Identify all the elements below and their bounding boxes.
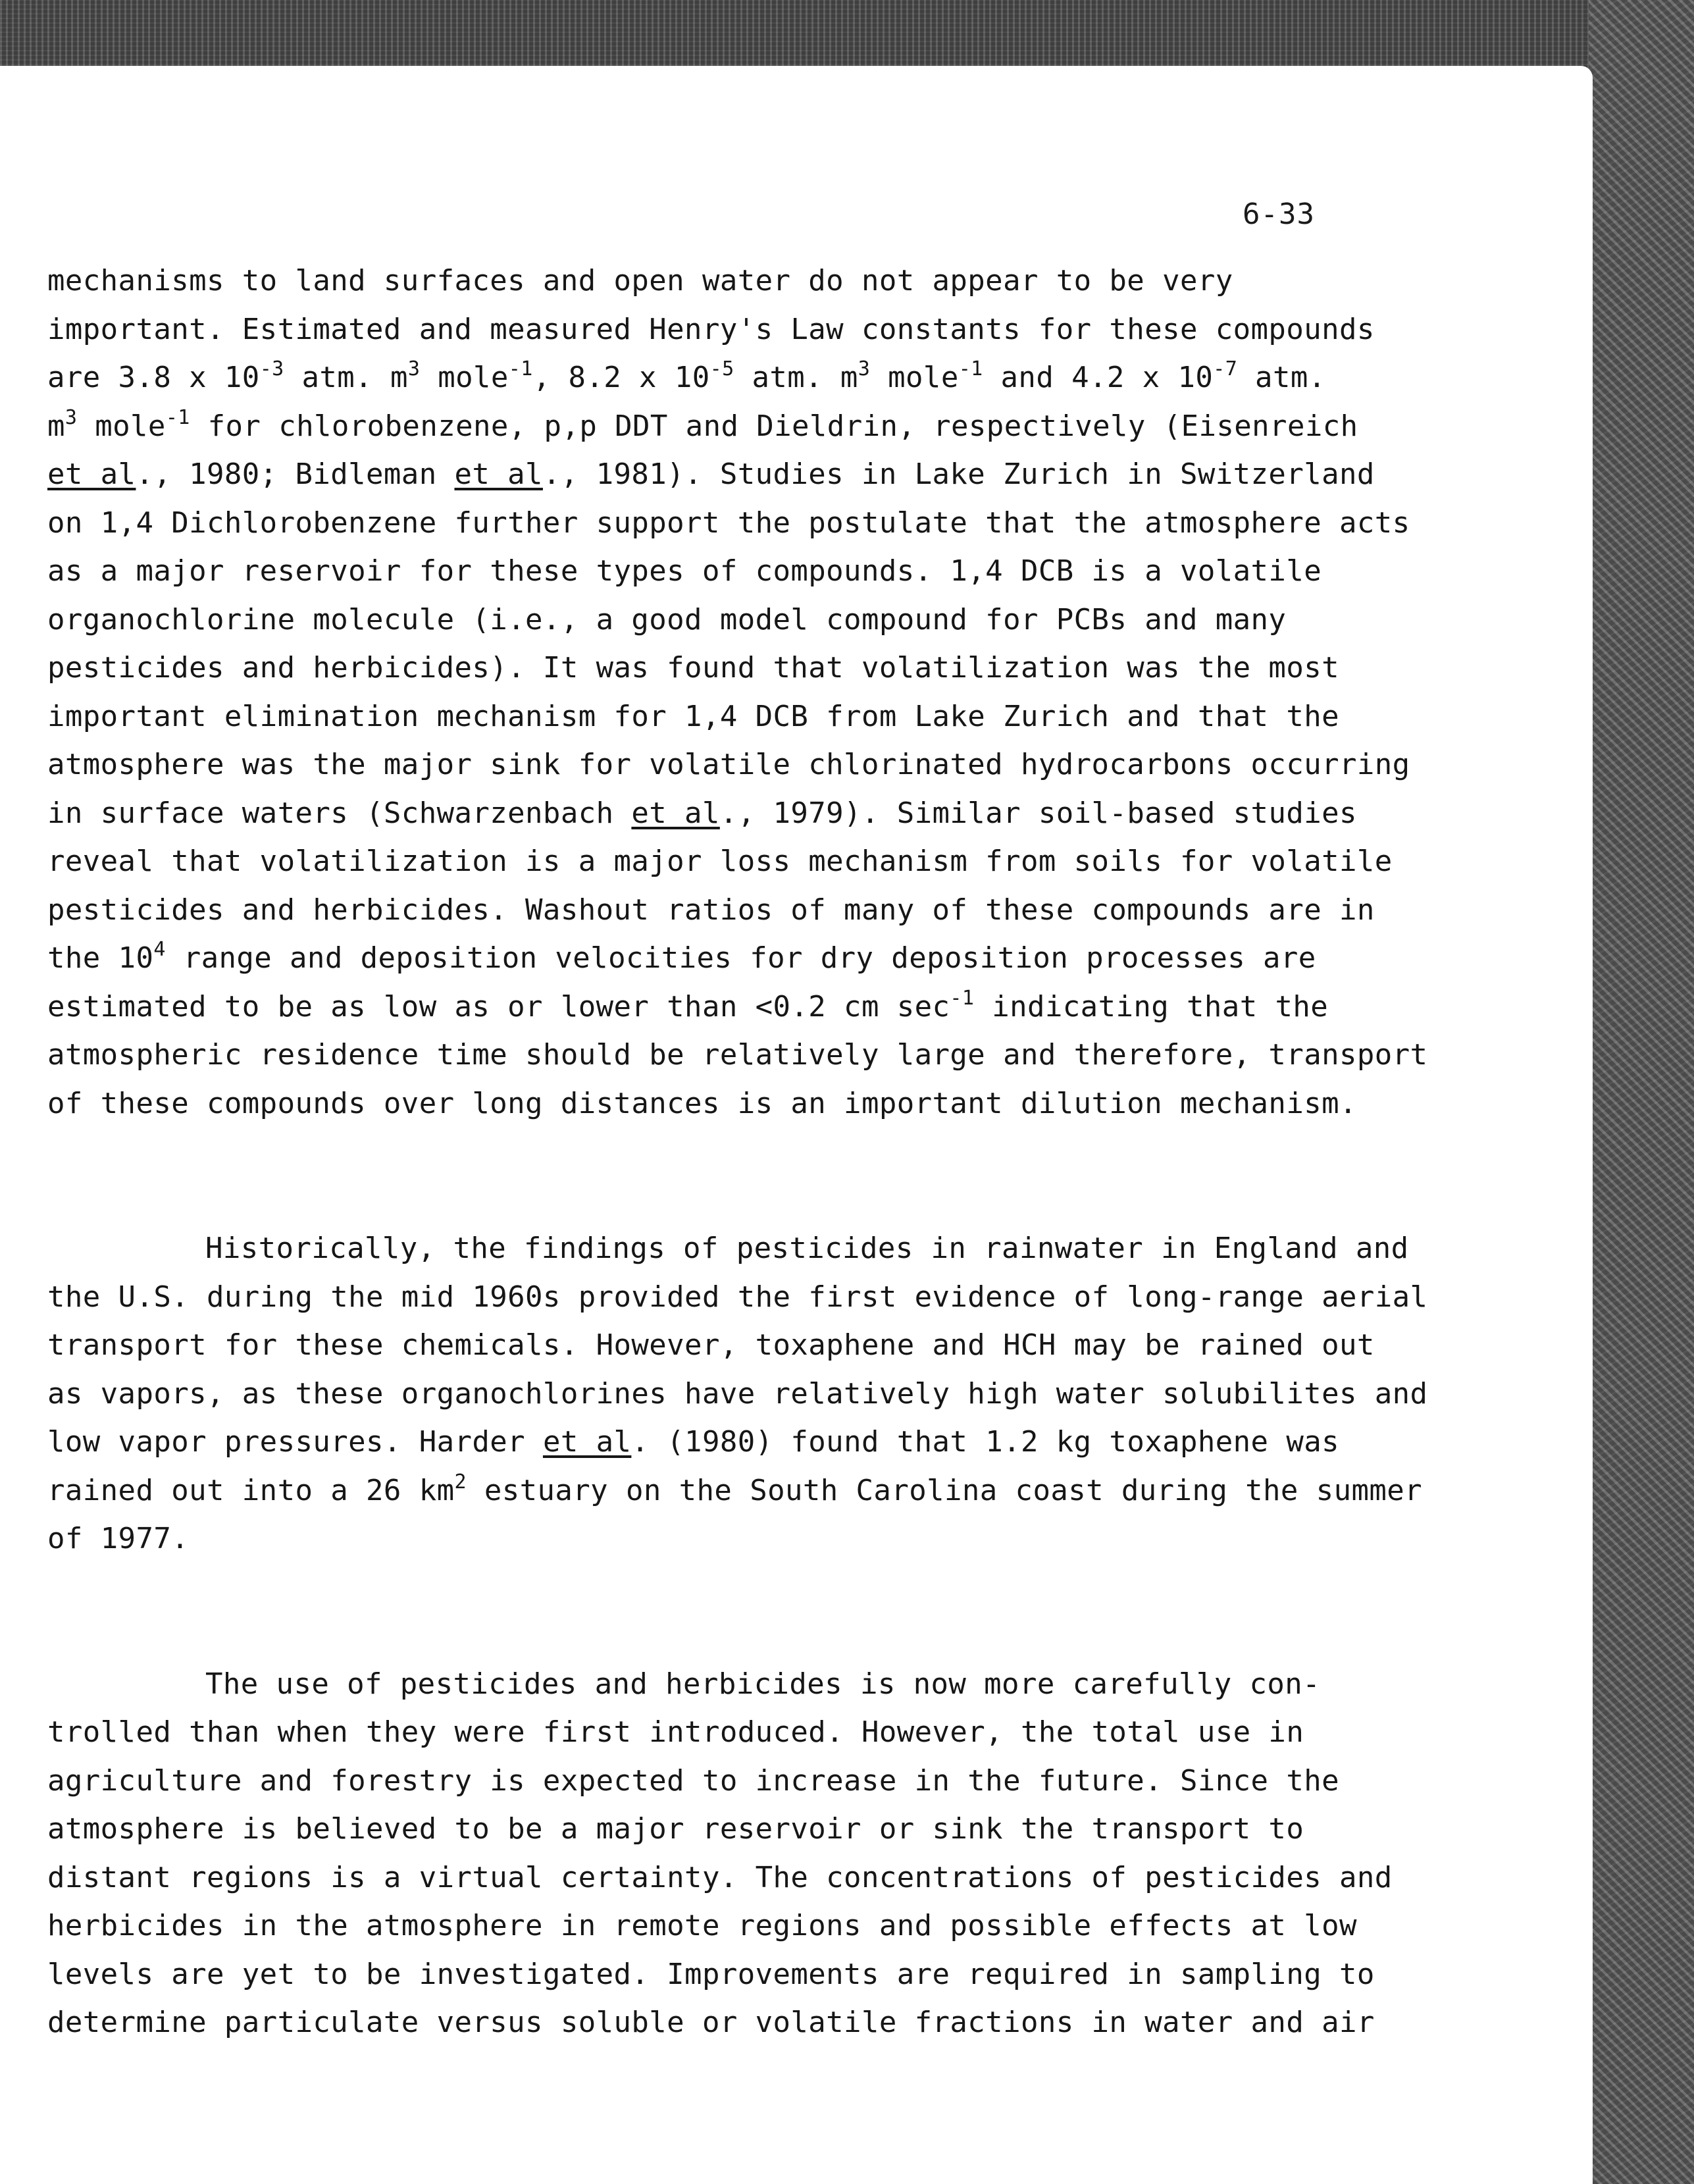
text-run: pesticides and herbicides). It was found that volatilization was the most (47, 651, 1339, 685)
text-line (47, 596, 1331, 644)
paragraph-2 (47, 1224, 1428, 1563)
text-run: as vapors, as these organochlorines have relatively high water solubilites and (47, 1376, 1428, 1411)
superscript: 3 (407, 357, 421, 380)
text-run: indicating that the (974, 989, 1329, 1024)
text-line (47, 1660, 1331, 1709)
text-line (47, 983, 1331, 1031)
superscript: -1 (508, 357, 533, 380)
text-line (47, 1902, 1357, 1950)
text-line (47, 305, 1375, 354)
text-line (47, 353, 1331, 402)
text-run: of these compounds over long distances is an important dilution mechanism. (47, 1086, 1357, 1120)
superscript: 4 (153, 938, 166, 961)
text-run: on 1,4 Dichlorobenzene further support the postulate that the atmosphere acts (47, 506, 1410, 540)
paragraph-gap (47, 1563, 1331, 1660)
text-line (47, 1224, 1409, 1273)
text-run: the U.S. during the mid 1960s provided the first evidence of long-range aerial (47, 1280, 1428, 1314)
text-run: the 10 (47, 941, 154, 975)
text-line (47, 1031, 1428, 1079)
text-run: organochlorine molecule (i.e., a good model compound for PCBs and many (47, 602, 1287, 637)
text-run: of 1977. (47, 1522, 190, 1555)
superscript: 2 (454, 1470, 467, 1494)
text-run: transport for these chemicals. However, toxaphene and HCH may be rained out (47, 1328, 1375, 1362)
text-run: mole (77, 409, 166, 443)
text-run: atm. m (284, 361, 408, 394)
text-run: are 3.8 x 10 (47, 361, 260, 394)
text-run: reveal that volatilization is a major loss mechanism from soils for volatile (47, 845, 1393, 878)
body-text (47, 257, 1428, 2047)
text-run: low vapor pressures. Harder (47, 1425, 543, 1459)
text-run: Historically, the findings of pesticides in rainwater in England and (205, 1232, 1409, 1265)
text-run: in surface waters (Schwarzenbach (47, 796, 632, 830)
text-line (47, 257, 1331, 305)
paragraph-1 (47, 257, 1428, 1128)
text-line (47, 1805, 1331, 1854)
text-run: mechanisms to land surfaces and open water do not appear to be very (47, 264, 1233, 298)
text-run: ., 1980; Bidleman (136, 457, 455, 491)
text-run: important elimination mechanism for 1,4 DCB from Lake Zurich and that the (47, 699, 1339, 733)
text-run: atmosphere was the major sink for volatile chlorinated hydrocarbons occurring (47, 748, 1410, 781)
text-line (47, 402, 1358, 451)
text-run: for chlorobenzene, p,p DDT and Dieldrin, respectively (Eisenreich (190, 409, 1358, 443)
scan-border-right (1589, 0, 1694, 2184)
text-line (47, 1515, 1331, 1563)
text-run: agriculture and forestry is expected to increase in the future. Since the (47, 1763, 1339, 1798)
text-run: atm. (1237, 361, 1326, 394)
text-run: mole (870, 361, 959, 394)
page-number: 6-33 (1243, 197, 1315, 231)
text-line (47, 1757, 1339, 1806)
superscript: -1 (958, 357, 983, 380)
text-line (47, 1998, 1375, 2047)
text-run: m (47, 409, 65, 443)
superscript: -3 (259, 357, 284, 380)
text-line (47, 934, 1331, 983)
text-run: pesticides and herbicides. Washout ratios of many of these compounds are in (47, 893, 1375, 927)
text-line (47, 837, 1393, 886)
underlined-citation: et al (47, 457, 136, 491)
superscript: -7 (1213, 357, 1238, 380)
superscript: 3 (64, 405, 78, 429)
paragraph-3 (47, 1660, 1393, 2047)
text-run: , 8.2 x 10 (532, 361, 710, 394)
text-run: rained out into a 26 km (47, 1473, 455, 1507)
superscript: -1 (950, 986, 975, 1010)
text-run: herbicides in the atmosphere in remote regions and possible effects at low (47, 1909, 1357, 1942)
text-run: atmospheric residence time should be relatively large and therefore, transport (47, 1038, 1428, 1072)
text-line (47, 1467, 1423, 1515)
paragraph-gap (47, 1128, 1331, 1224)
text-line (47, 1079, 1357, 1128)
superscript: -1 (165, 405, 190, 429)
superscript: -5 (709, 357, 734, 380)
text-line (47, 547, 1331, 596)
text-run: distant regions is a virtual certainty. The concentrations of pesticides and (47, 1860, 1393, 1894)
text-run: ., 1981). Studies in Lake Zurich in Switzerland (542, 457, 1375, 491)
text-line (47, 886, 1375, 935)
text-run: atm. m (734, 361, 858, 394)
text-run: atmosphere is believed to be a major reservoir or sink the transport to (47, 1812, 1304, 1846)
text-line (47, 1708, 1331, 1757)
text-line (47, 1370, 1428, 1418)
text-run: estimated to be as low as or lower than <0.2 cm sec (47, 989, 950, 1024)
text-run: The use of pesticides and herbicides is now more carefully con- (205, 1667, 1321, 1701)
text-run: estuary on the South Carolina coast during the summer (466, 1473, 1423, 1507)
text-line (47, 1418, 1339, 1467)
underlined-citation: et al (542, 1425, 632, 1459)
text-line (47, 1321, 1375, 1370)
text-run: levels are yet to be investigated. Improvements are required in sampling to (47, 1957, 1375, 1991)
text-run: determine particulate versus soluble or volatile fractions in water and air (47, 2006, 1375, 2039)
underlined-citation: et al (631, 796, 720, 830)
text-line (47, 741, 1410, 789)
text-line (47, 1854, 1393, 1902)
text-line (47, 499, 1410, 548)
text-line (47, 1950, 1375, 1999)
text-run: range and deposition velocities for dry deposition processes are (165, 941, 1316, 975)
text-run: trolled than when they were first introduced. However, the total use in (47, 1715, 1304, 1749)
text-line (47, 692, 1339, 741)
text-line (47, 450, 1375, 499)
text-run: as a major reservoir for these types of compounds. 1,4 DCB is a volatile (47, 554, 1322, 588)
text-run: ., 1979). Similar soil-based studies (719, 796, 1357, 830)
text-line (47, 789, 1357, 838)
text-line (47, 1273, 1428, 1322)
text-run: mole (420, 361, 509, 394)
text-run: and 4.2 x 10 (983, 361, 1214, 394)
text-run: . (1980) found that 1.2 kg toxaphene was (631, 1425, 1339, 1459)
underlined-citation: et al (454, 457, 543, 491)
text-line (47, 644, 1339, 692)
text-run: important. Estimated and measured Henry's Law constants for these compounds (47, 312, 1375, 346)
superscript: 3 (858, 357, 871, 380)
